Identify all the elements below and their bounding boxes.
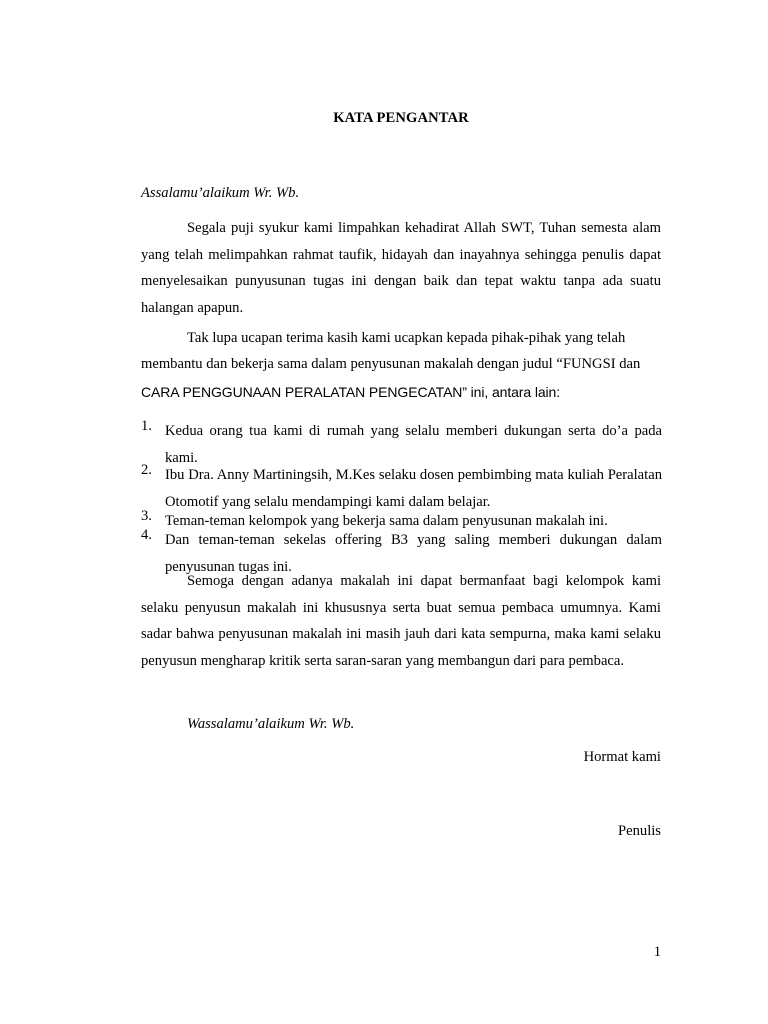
greeting: Assalamu’alaikum Wr. Wb. — [141, 185, 300, 201]
list-number: 3. — [141, 508, 152, 524]
paragraph-1-text: Segala puji syukur kami limpahkan kehadirat Allah SWT, Tuhan semesta alam yang telah melimpahkan rahmat taufik, hidayah dan inayahnya sehingga penulis dapat menyelesaikan punyusunan tugas ini dengan baik dan tepat waktu tanpa ada suatu halangan apapun. — [141, 220, 661, 316]
closing-greeting: Wassalamu’alaikum Wr. Wb. — [187, 716, 355, 732]
document-title: KATA PENGANTAR — [333, 110, 469, 126]
list-text: Kedua orang tua kami di rumah yang selalu memberi dukungan serta do’a pada kami. — [165, 423, 662, 466]
list-text: Teman-teman kelompok yang bekerja sama dalam penyusunan makalah ini. — [165, 513, 608, 529]
list-number: 4. — [141, 527, 152, 543]
list-number: 2. — [141, 462, 152, 478]
list-number: 1. — [141, 418, 152, 434]
paragraph-1 — [141, 215, 661, 321]
signoff: Hormat kami — [583, 749, 661, 765]
list-text: Dan teman-teman sekelas offering B3 yang saling memberi dukungan dalam penyusunan tugas ini. — [165, 532, 662, 575]
paragraph-2-line-3: CARA PENGGUNAAN PERALATAN PENGECATAN” ini, antara lain: — [141, 384, 561, 400]
paragraph-3 — [141, 568, 661, 674]
paragraph-3-text: Semoga dengan adanya makalah ini dapat bermanfaat bagi kelompok kami selaku penyusun makalah ini khususnya serta buat semua pembaca umumnya. Kami sadar bahwa penyusunan makalah ini masih jauh dari kata sempurna, maka kami selaku penyusun mengharap kritik serta saran-saran yang membangun dari para pembaca. — [141, 573, 661, 669]
paragraph-2-line-2: membantu dan bekerja sama dalam penyusunan makalah dengan judul “FUNGSI dan — [141, 356, 641, 372]
page-number: 1 — [653, 944, 661, 960]
paragraph-2-line-1: Tak lupa ucapan terima kasih kami ucapkan kepada pihak-pihak yang telah — [187, 330, 626, 346]
list-text: Ibu Dra. Anny Martiningsih, M.Kes selaku dosen pembimbing mata kuliah Peralatan Otomotif yang selalu mendampingi kami dalam belajar. — [165, 467, 662, 510]
author: Penulis — [618, 823, 661, 839]
